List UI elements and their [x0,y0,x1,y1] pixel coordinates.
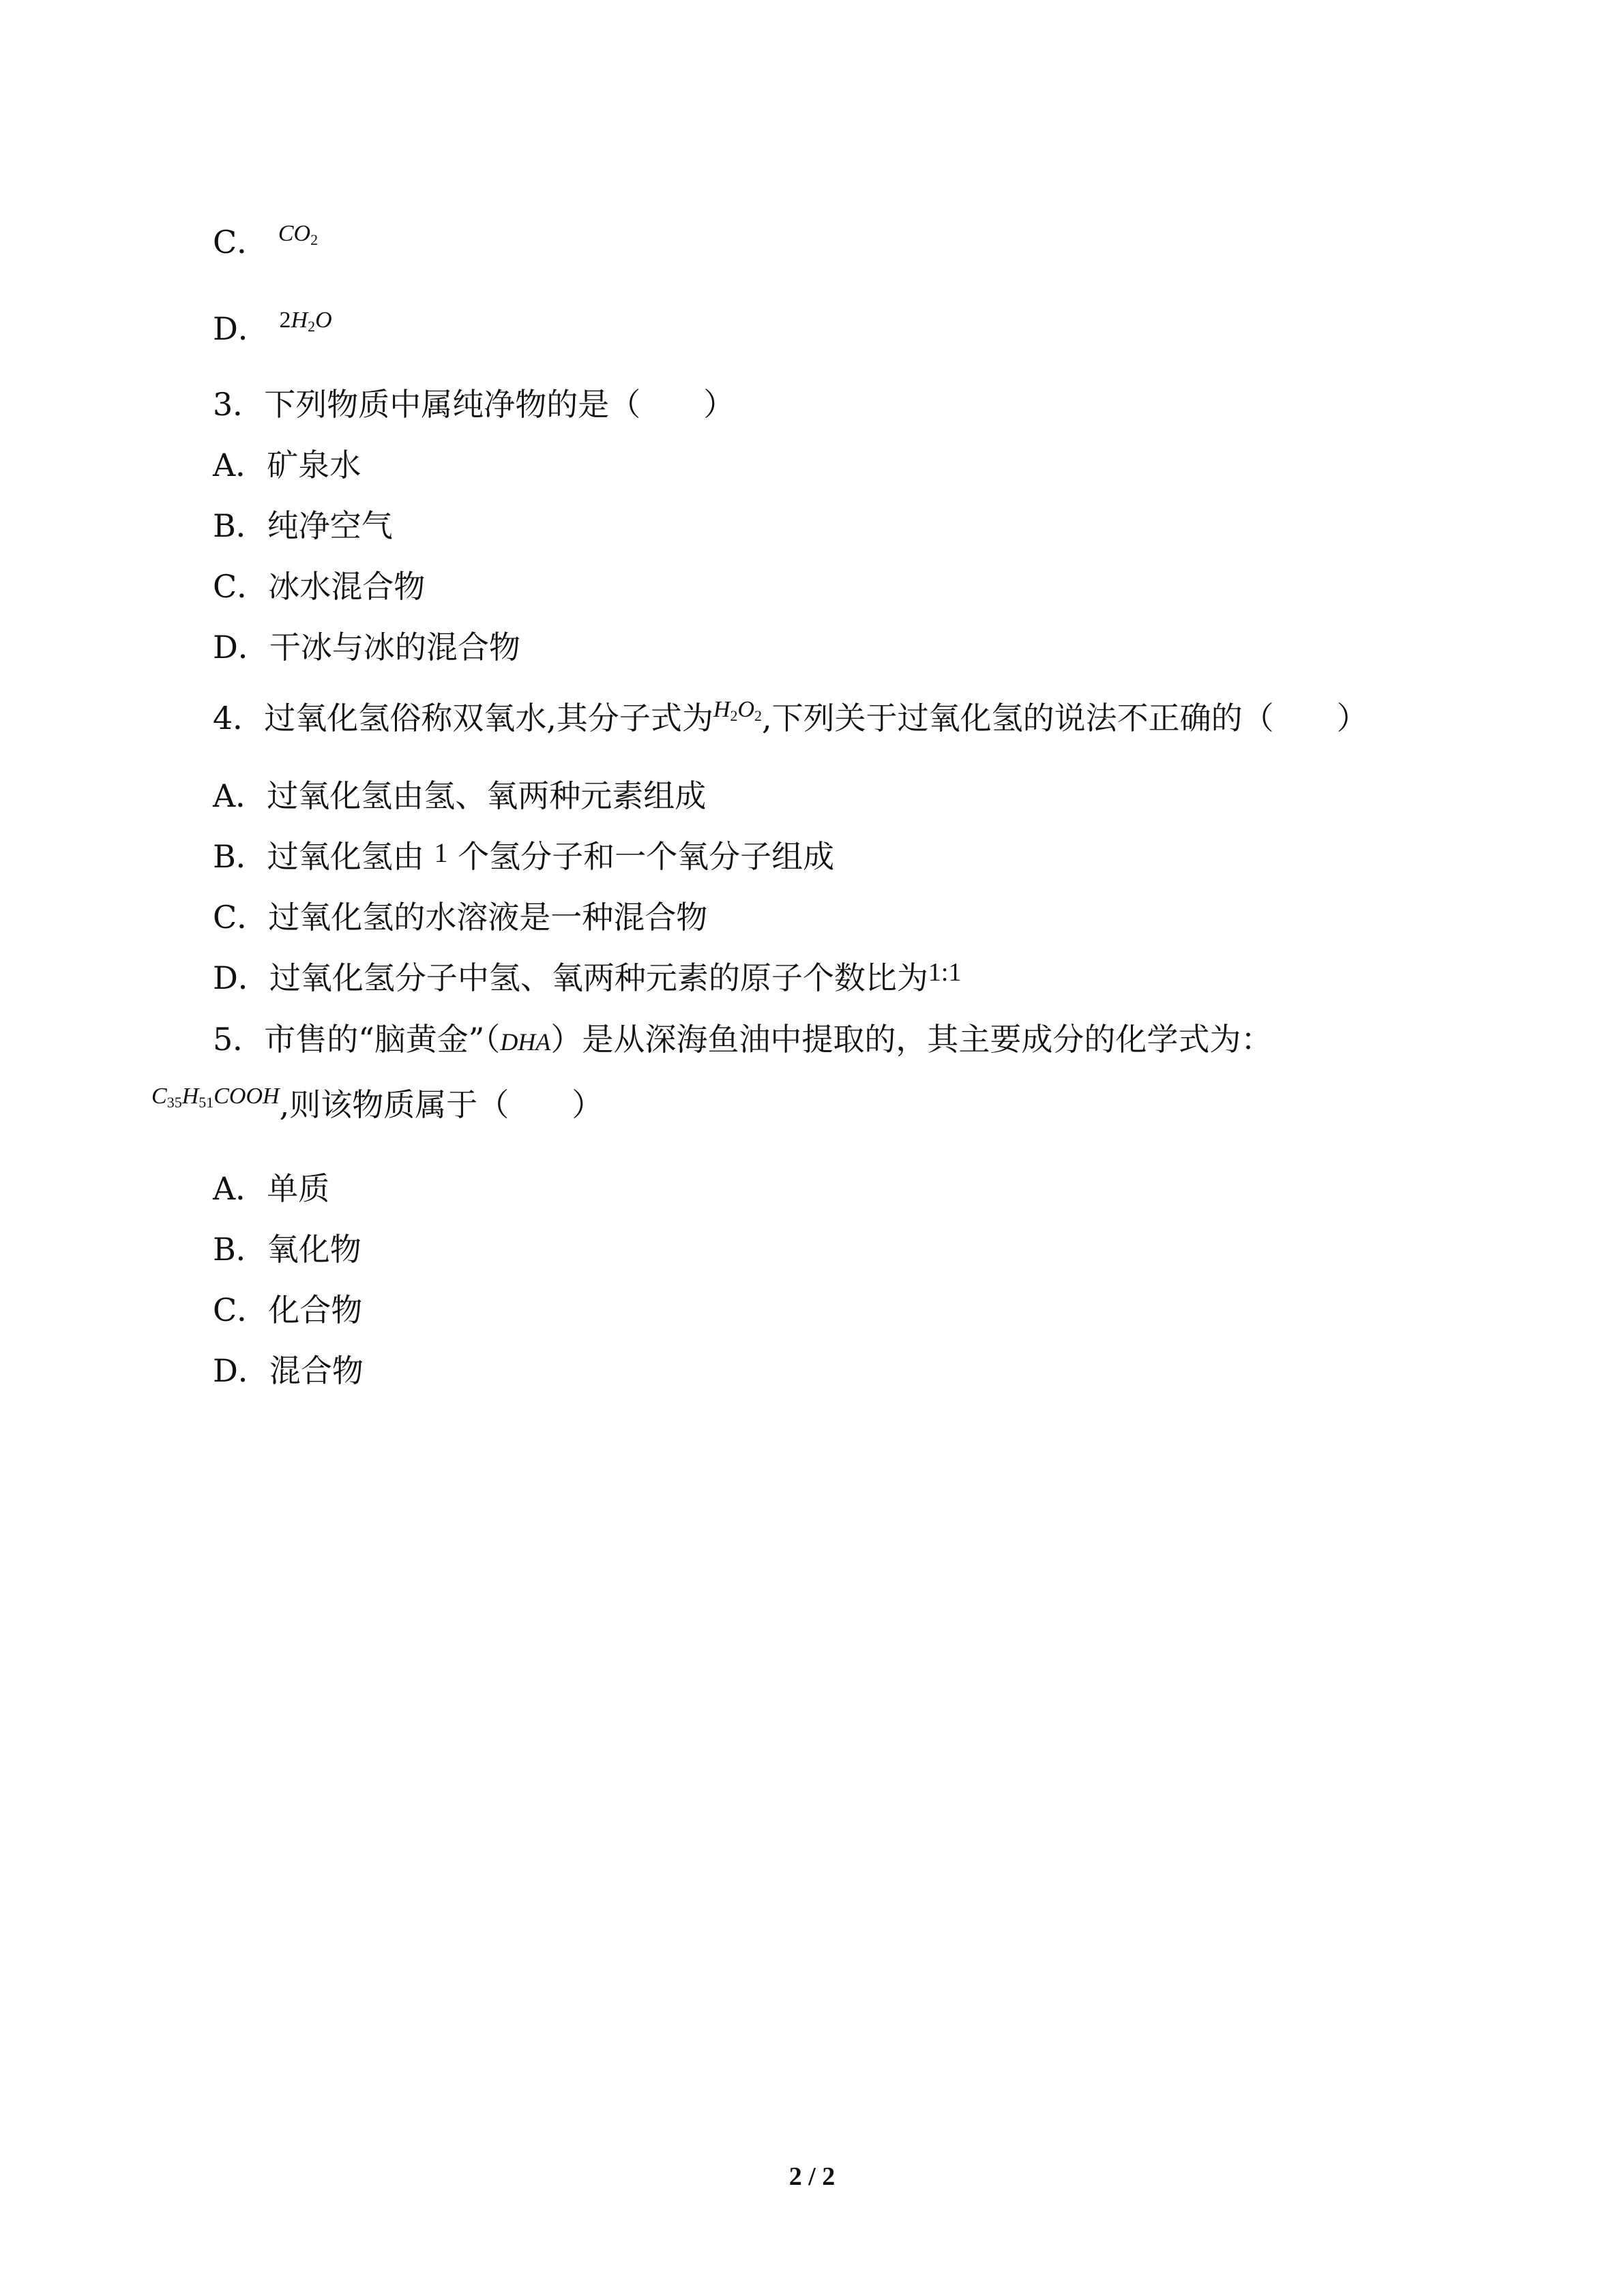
q5-option-d: D．混合物 [213,1352,364,1389]
q4-option-b: B．过氧化氢由 1 个氢分子和一个氧分子组成 [213,837,835,875]
q5-option-b: B．氧化物 [213,1231,361,1268]
q3-option-b: B．纯净空气 [213,507,393,544]
q2-option-d [213,308,332,359]
formula-co2: CO2 [278,221,319,248]
q5-option-c: C．化合物 [213,1292,363,1328]
q3-option-c: C．冰水混合物 [213,568,426,605]
q5-option-a: A．单质 [213,1170,330,1207]
page-number: 2 / 2 [788,2162,836,2191]
q5-stem-line2: $^{C_{35}H_{51}COOH}$,则该物质属于（ ） [151,1084,604,1123]
formula-2h2o: 2H2O [279,308,332,335]
option-label: D． [213,310,269,347]
formula-h2o2: H2O2 [713,697,763,724]
formula-dha: C35H51COOH [151,1084,280,1111]
q3-option-d: D．干冰与冰的混合物 [213,629,520,666]
q3-stem: 3．下列物质中属纯净物的是（ ） [213,386,735,423]
q2-option-c [213,222,318,273]
ratio-value: 1:1 [928,958,962,987]
q4-stem: 4．过氧化氢俗称双氧水,其分子式为$^{H_2O_2}$,下列关于过氧化氢的说法不正确的（ ） [213,697,1368,736]
q4-option-d: D．过氧化氢分子中氢、氧两种元素的原子个数比为$^{1:1}$ [213,958,962,996]
option-label: C． [213,224,269,260]
q3-option-a: A．矿泉水 [213,447,361,483]
q4-option-a: A．过氧化氢由氢、氧两种元素组成 [213,777,707,814]
dha-abbrev: DHA [500,1028,551,1056]
q4-option-c: C．过氧化氢的水溶液是一种混合物 [213,899,708,936]
q5-stem-line1: 5．市售的“脑黄金”（DHA）是从深海鱼油中提取的，其主要成分的化学式为： [213,1021,1273,1058]
